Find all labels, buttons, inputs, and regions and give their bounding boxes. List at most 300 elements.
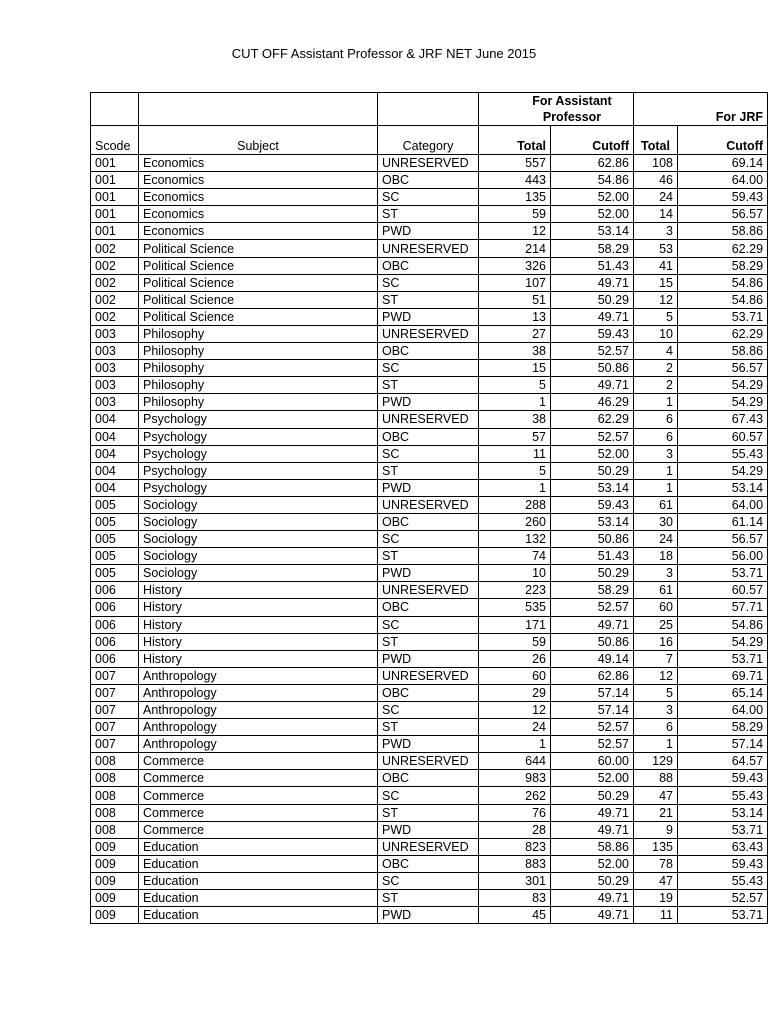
cell-jrf-total: 6 [634,411,678,428]
table-row [91,821,768,838]
header-scode: Scode [91,126,139,155]
cell-subject: History [139,599,378,616]
cell-subject: Sociology [139,548,378,565]
cell-scode: 001 [91,223,139,240]
cell-scode: 007 [91,702,139,719]
cell-ap-cutoff: 49.71 [551,804,634,821]
cell-category: UNRESERVED [378,496,479,513]
cell-subject: Education [139,872,378,889]
cell-jrf-cutoff: 52.57 [678,890,768,907]
cell-subject: Philosophy [139,377,378,394]
table-row [91,633,768,650]
table-row [91,684,768,701]
cell-ap-cutoff: 59.43 [551,496,634,513]
table-row [91,719,768,736]
cell-category: PWD [378,565,479,582]
cell-scode: 001 [91,155,139,172]
cell-scode: 005 [91,548,139,565]
cell-scode: 004 [91,479,139,496]
cell-category: OBC [378,770,479,787]
cell-ap-total: 214 [479,240,551,257]
cell-category: OBC [378,257,479,274]
cell-jrf-cutoff: 62.29 [678,240,768,257]
cell-scode: 002 [91,291,139,308]
cell-ap-total: 27 [479,325,551,342]
cell-ap-cutoff: 52.00 [551,445,634,462]
cell-scode: 007 [91,684,139,701]
cell-jrf-total: 21 [634,804,678,821]
cell-ap-cutoff: 58.86 [551,838,634,855]
cell-jrf-cutoff: 54.86 [678,291,768,308]
cell-jrf-cutoff: 58.29 [678,719,768,736]
cell-ap-cutoff: 58.29 [551,582,634,599]
cell-category: PWD [378,394,479,411]
cell-ap-total: 74 [479,548,551,565]
cell-jrf-cutoff: 60.57 [678,582,768,599]
cell-scode: 005 [91,513,139,530]
cell-jrf-cutoff: 56.00 [678,548,768,565]
cell-jrf-cutoff: 54.29 [678,462,768,479]
cell-jrf-total: 30 [634,513,678,530]
cell-category: UNRESERVED [378,411,479,428]
cell-subject: Psychology [139,411,378,428]
cell-ap-cutoff: 53.14 [551,479,634,496]
cell-jrf-cutoff: 58.86 [678,343,768,360]
cell-scode: 002 [91,257,139,274]
cell-ap-total: 223 [479,582,551,599]
cell-ap-cutoff: 49.71 [551,377,634,394]
cell-jrf-cutoff: 64.00 [678,702,768,719]
cell-ap-cutoff: 62.86 [551,667,634,684]
cell-category: UNRESERVED [378,240,479,257]
cell-category: SC [378,702,479,719]
cell-subject: Education [139,890,378,907]
cell-ap-total: 29 [479,684,551,701]
cell-category: SC [378,445,479,462]
cell-jrf-total: 1 [634,394,678,411]
cell-ap-cutoff: 53.14 [551,513,634,530]
cell-ap-cutoff: 52.00 [551,189,634,206]
cell-ap-total: 59 [479,206,551,223]
cell-scode: 003 [91,394,139,411]
cell-ap-total: 535 [479,599,551,616]
cell-jrf-cutoff: 57.14 [678,736,768,753]
cell-subject: Anthropology [139,736,378,753]
cell-jrf-total: 129 [634,753,678,770]
cell-jrf-cutoff: 56.57 [678,206,768,223]
cell-subject: Economics [139,206,378,223]
cell-category: ST [378,804,479,821]
cell-category: SC [378,616,479,633]
cell-category: SC [378,872,479,889]
table-row [91,667,768,684]
cell-category: PWD [378,650,479,667]
cell-jrf-total: 19 [634,890,678,907]
cell-ap-cutoff: 50.29 [551,462,634,479]
cell-jrf-cutoff: 53.14 [678,804,768,821]
cell-scode: 008 [91,821,139,838]
cell-ap-total: 10 [479,565,551,582]
cell-ap-total: 1 [479,394,551,411]
cell-scode: 004 [91,445,139,462]
table-row [91,599,768,616]
cell-ap-total: 12 [479,702,551,719]
cell-jrf-cutoff: 53.71 [678,308,768,325]
cell-ap-cutoff: 59.43 [551,325,634,342]
header-blank-subject [139,93,378,126]
cell-category: OBC [378,855,479,872]
cell-category: PWD [378,479,479,496]
cell-scode: 009 [91,855,139,872]
cell-jrf-total: 1 [634,462,678,479]
cell-jrf-total: 6 [634,428,678,445]
cell-category: SC [378,274,479,291]
cell-ap-total: 15 [479,360,551,377]
cell-ap-cutoff: 51.43 [551,548,634,565]
cell-jrf-cutoff: 57.71 [678,599,768,616]
cell-jrf-cutoff: 53.71 [678,907,768,924]
table-row [91,445,768,462]
cell-ap-total: 301 [479,872,551,889]
cell-ap-total: 262 [479,787,551,804]
cell-category: UNRESERVED [378,582,479,599]
cell-jrf-cutoff: 56.57 [678,531,768,548]
cell-category: OBC [378,172,479,189]
cell-scode: 003 [91,377,139,394]
cell-category: ST [378,206,479,223]
cell-category: OBC [378,428,479,445]
cell-subject: Commerce [139,821,378,838]
cell-category: UNRESERVED [378,753,479,770]
cell-ap-total: 107 [479,274,551,291]
cell-ap-cutoff: 49.71 [551,616,634,633]
cell-ap-total: 45 [479,907,551,924]
cell-subject: Sociology [139,531,378,548]
header-subject: Subject [139,126,378,155]
table-row [91,804,768,821]
cell-ap-cutoff: 49.71 [551,907,634,924]
cell-subject: Anthropology [139,702,378,719]
cell-jrf-total: 53 [634,240,678,257]
table-row [91,616,768,633]
cell-category: SC [378,531,479,548]
cell-jrf-total: 7 [634,650,678,667]
table-row [91,325,768,342]
cell-scode: 003 [91,325,139,342]
cell-jrf-total: 1 [634,479,678,496]
cell-subject: Political Science [139,274,378,291]
cell-ap-total: 24 [479,719,551,736]
cell-ap-cutoff: 49.71 [551,308,634,325]
cell-ap-cutoff: 57.14 [551,684,634,701]
table-row [91,257,768,274]
cell-subject: History [139,633,378,650]
cell-subject: Anthropology [139,684,378,701]
table-row [91,343,768,360]
cell-category: ST [378,890,479,907]
cell-jrf-cutoff: 61.14 [678,513,768,530]
cell-jrf-cutoff: 64.00 [678,172,768,189]
cell-jrf-total: 3 [634,223,678,240]
cell-jrf-total: 12 [634,667,678,684]
cell-jrf-total: 11 [634,907,678,924]
cell-subject: Sociology [139,565,378,582]
cell-category: UNRESERVED [378,325,479,342]
cell-jrf-cutoff: 54.29 [678,377,768,394]
header-blank-scode [91,93,139,126]
cell-subject: Education [139,855,378,872]
cell-subject: Commerce [139,787,378,804]
cell-subject: Psychology [139,479,378,496]
cell-ap-total: 823 [479,838,551,855]
cell-jrf-cutoff: 59.43 [678,770,768,787]
cell-ap-total: 260 [479,513,551,530]
cell-category: SC [378,787,479,804]
cell-subject: Philosophy [139,394,378,411]
cell-jrf-total: 18 [634,548,678,565]
table-row [91,838,768,855]
cell-scode: 006 [91,599,139,616]
table-row [91,650,768,667]
cell-subject: Sociology [139,496,378,513]
cell-subject: Philosophy [139,325,378,342]
cell-subject: Economics [139,189,378,206]
cell-jrf-total: 61 [634,582,678,599]
cell-scode: 003 [91,360,139,377]
cell-jrf-total: 46 [634,172,678,189]
cell-jrf-cutoff: 60.57 [678,428,768,445]
cell-jrf-cutoff: 58.29 [678,257,768,274]
cell-subject: Political Science [139,308,378,325]
cell-scode: 003 [91,343,139,360]
cell-ap-total: 1 [479,736,551,753]
cell-jrf-total: 108 [634,155,678,172]
cell-jrf-total: 16 [634,633,678,650]
cell-jrf-total: 4 [634,343,678,360]
cell-ap-cutoff: 57.14 [551,702,634,719]
cell-ap-cutoff: 49.71 [551,890,634,907]
cell-ap-total: 13 [479,308,551,325]
cell-scode: 004 [91,411,139,428]
table-row [91,855,768,872]
cell-ap-total: 326 [479,257,551,274]
cell-jrf-cutoff: 69.14 [678,155,768,172]
page-title: CUT OFF Assistant Professor & JRF NET June 2015 [231,46,537,61]
cell-ap-total: 51 [479,291,551,308]
cell-jrf-total: 41 [634,257,678,274]
cell-scode: 002 [91,240,139,257]
header-group-jrf: For JRF [634,93,768,126]
cell-scode: 009 [91,907,139,924]
cell-jrf-cutoff: 54.86 [678,616,768,633]
cell-category: ST [378,377,479,394]
cell-subject: Commerce [139,770,378,787]
table-row [91,274,768,291]
cell-ap-total: 5 [479,462,551,479]
cell-jrf-total: 6 [634,719,678,736]
cell-category: ST [378,633,479,650]
table-row [91,206,768,223]
cell-category: OBC [378,513,479,530]
cell-category: PWD [378,308,479,325]
header-blank-category [378,93,479,126]
cell-jrf-cutoff: 53.14 [678,479,768,496]
cell-subject: Psychology [139,445,378,462]
cell-jrf-cutoff: 64.57 [678,753,768,770]
cell-ap-total: 132 [479,531,551,548]
cell-jrf-total: 25 [634,616,678,633]
cell-category: PWD [378,736,479,753]
cell-scode: 001 [91,189,139,206]
cell-scode: 007 [91,667,139,684]
cell-jrf-cutoff: 55.43 [678,445,768,462]
table-row [91,308,768,325]
cell-ap-cutoff: 49.71 [551,821,634,838]
cell-jrf-total: 15 [634,274,678,291]
cell-ap-cutoff: 53.14 [551,223,634,240]
cell-jrf-total: 47 [634,787,678,804]
cell-ap-total: 11 [479,445,551,462]
table-row [91,377,768,394]
cell-jrf-total: 5 [634,308,678,325]
table-body [91,155,768,924]
cell-subject: Anthropology [139,667,378,684]
cell-ap-total: 883 [479,855,551,872]
cell-jrf-cutoff: 58.86 [678,223,768,240]
cell-subject: Anthropology [139,719,378,736]
table-row [91,890,768,907]
cell-ap-total: 38 [479,411,551,428]
cell-ap-cutoff: 49.71 [551,274,634,291]
cell-ap-cutoff: 60.00 [551,753,634,770]
cell-category: ST [378,291,479,308]
cell-jrf-total: 14 [634,206,678,223]
cell-ap-total: 76 [479,804,551,821]
cell-scode: 001 [91,206,139,223]
table-row [91,172,768,189]
cell-subject: Sociology [139,513,378,530]
cell-scode: 006 [91,633,139,650]
table-row [91,872,768,889]
cell-jrf-cutoff: 53.71 [678,821,768,838]
cell-jrf-total: 12 [634,291,678,308]
table-row [91,531,768,548]
cell-ap-cutoff: 62.86 [551,155,634,172]
cell-ap-cutoff: 46.29 [551,394,634,411]
cell-scode: 005 [91,496,139,513]
cell-ap-total: 38 [479,343,551,360]
cell-ap-cutoff: 50.29 [551,565,634,582]
cell-scode: 008 [91,787,139,804]
cell-jrf-total: 135 [634,838,678,855]
cell-jrf-total: 61 [634,496,678,513]
table-row [91,479,768,496]
cell-ap-total: 288 [479,496,551,513]
cell-jrf-total: 24 [634,531,678,548]
cell-subject: Commerce [139,753,378,770]
cell-ap-cutoff: 52.00 [551,206,634,223]
cell-ap-cutoff: 52.00 [551,855,634,872]
cell-jrf-cutoff: 64.00 [678,496,768,513]
cell-scode: 004 [91,428,139,445]
cell-ap-cutoff: 50.29 [551,872,634,889]
header-ap-cutoff: Cutoff [551,126,634,155]
cell-subject: Political Science [139,240,378,257]
cell-ap-cutoff: 52.57 [551,719,634,736]
cell-ap-total: 443 [479,172,551,189]
cell-jrf-cutoff: 54.29 [678,633,768,650]
cell-category: OBC [378,343,479,360]
cell-subject: History [139,650,378,667]
cell-ap-cutoff: 51.43 [551,257,634,274]
cell-subject: Economics [139,172,378,189]
cell-jrf-cutoff: 54.29 [678,394,768,411]
cell-ap-total: 26 [479,650,551,667]
cell-scode: 006 [91,582,139,599]
cell-subject: Philosophy [139,343,378,360]
table-row [91,753,768,770]
cell-jrf-total: 2 [634,360,678,377]
cell-subject: Psychology [139,428,378,445]
cell-category: UNRESERVED [378,838,479,855]
cell-subject: History [139,616,378,633]
table-row [91,291,768,308]
cell-ap-cutoff: 52.57 [551,599,634,616]
cell-jrf-cutoff: 55.43 [678,872,768,889]
cell-ap-cutoff: 52.00 [551,770,634,787]
header-jrf-total: Total [634,126,678,155]
cell-ap-total: 5 [479,377,551,394]
cell-jrf-total: 3 [634,445,678,462]
cell-jrf-total: 3 [634,565,678,582]
cell-ap-total: 59 [479,633,551,650]
cell-ap-cutoff: 58.29 [551,240,634,257]
header-ap-total: Total [479,126,551,155]
cell-jrf-cutoff: 65.14 [678,684,768,701]
cell-ap-cutoff: 62.29 [551,411,634,428]
cell-subject: Economics [139,155,378,172]
cell-ap-cutoff: 50.86 [551,360,634,377]
cell-category: PWD [378,821,479,838]
cell-scode: 008 [91,804,139,821]
cell-jrf-total: 47 [634,872,678,889]
table-row [91,770,768,787]
cell-jrf-total: 2 [634,377,678,394]
cell-ap-total: 57 [479,428,551,445]
table-row [91,548,768,565]
cell-ap-total: 171 [479,616,551,633]
cell-scode: 009 [91,872,139,889]
cell-jrf-cutoff: 53.71 [678,650,768,667]
header-group-assistant-professor: For Assistant Professor [479,93,634,126]
cell-ap-total: 135 [479,189,551,206]
cell-ap-cutoff: 50.29 [551,787,634,804]
cell-category: UNRESERVED [378,155,479,172]
header-category: Category [378,126,479,155]
cell-scode: 002 [91,308,139,325]
cell-ap-total: 644 [479,753,551,770]
cell-jrf-cutoff: 59.43 [678,189,768,206]
cell-ap-cutoff: 49.14 [551,650,634,667]
header-row-groups [91,93,768,126]
cell-jrf-cutoff: 69.71 [678,667,768,684]
cell-ap-total: 983 [479,770,551,787]
cell-ap-total: 12 [479,223,551,240]
cell-scode: 004 [91,462,139,479]
cell-jrf-total: 5 [634,684,678,701]
cell-category: PWD [378,907,479,924]
cell-jrf-cutoff: 55.43 [678,787,768,804]
